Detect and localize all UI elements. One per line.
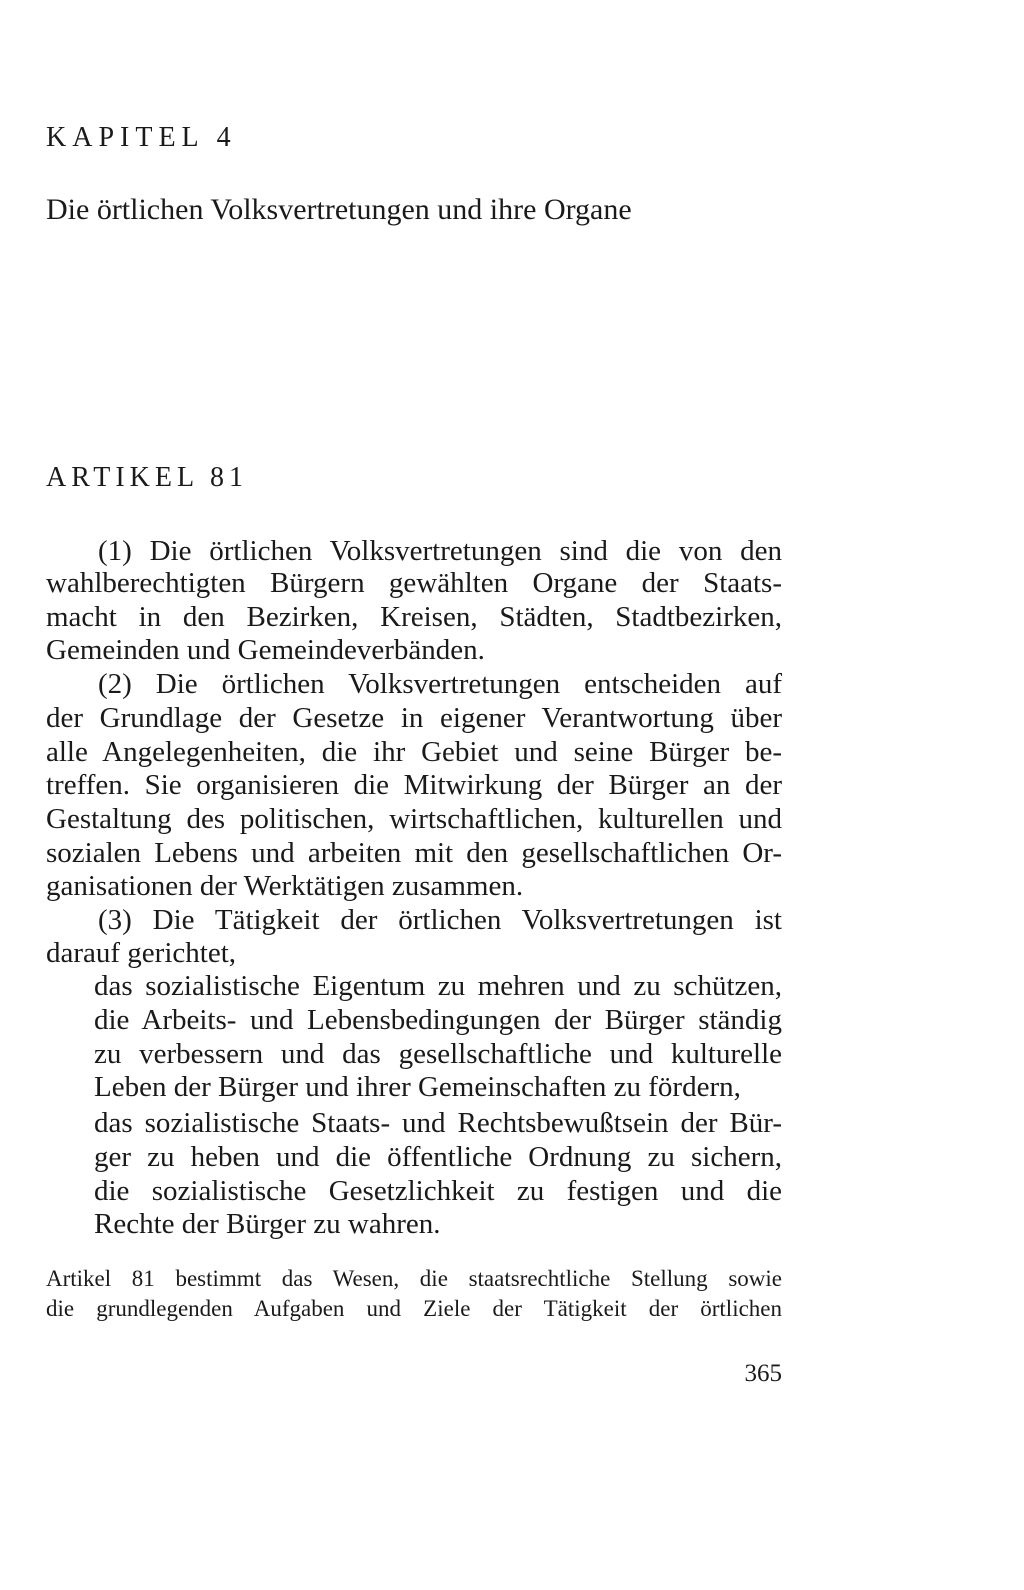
article-line: wahlberechtigten Bürgern gewählten Organe der Staats- [46, 567, 782, 599]
page-number: 365 [744, 1360, 782, 1387]
commentary-line: Artikel 81 bestimmt das Wesen, die staatsrechtliche Stellung sowie [46, 1266, 782, 1291]
article-line: Gestaltung des politischen, wirtschaftlichen, kulturellen und [46, 803, 782, 835]
commentary-line: die grundlegenden Aufgaben und Ziele der Tätigkeit der örtlichen [46, 1296, 782, 1321]
article-line: zu verbessern und das gesellschaftliche und kulturelle [94, 1038, 782, 1070]
article-line: Rechte der Bürger zu wahren. [94, 1208, 441, 1240]
article-line: (1) Die örtlichen Volksvertretungen sind die von den [98, 535, 782, 567]
article-line: ganisationen der Werktätigen zusammen. [46, 870, 524, 902]
article-line: ger zu heben und die öffentliche Ordnung zu sichern, [94, 1141, 782, 1173]
article-line: darauf gerichtet, [46, 937, 237, 969]
article-label: ARTIKEL 81 [46, 462, 249, 493]
article-line: das sozialistische Eigentum zu mehren und zu schützen, [94, 970, 782, 1002]
article-line: das sozialistische Staats- und Rechtsbewußtsein der Bür- [94, 1107, 782, 1139]
article-line: die Arbeits- und Lebensbedingungen der Bürger ständig [94, 1004, 782, 1036]
article-line: alle Angelegenheiten, die ihr Gebiet und seine Bürger be- [46, 736, 782, 768]
chapter-label: KAPITEL 4 [46, 122, 237, 153]
article-line: sozialen Lebens und arbeiten mit den gesellschaftlichen Or- [46, 837, 782, 869]
article-line: der Grundlage der Gesetze in eigener Verantwortung über [46, 702, 782, 734]
chapter-title: Die örtlichen Volksvertretungen und ihre Organe [46, 193, 632, 226]
article-line: (2) Die örtlichen Volksvertretungen entscheiden auf [98, 668, 782, 700]
article-line: (3) Die Tätigkeit der örtlichen Volksvertretungen ist [98, 904, 782, 936]
article-line: Leben der Bürger und ihrer Gemeinschaften zu fördern, [94, 1071, 741, 1103]
article-line: treffen. Sie organisieren die Mitwirkung der Bürger an der [46, 769, 782, 801]
article-line: Gemeinden und Gemeindeverbänden. [46, 634, 485, 666]
article-line: macht in den Bezirken, Kreisen, Städten, Stadtbezirken, [46, 601, 782, 633]
article-line: die sozialistische Gesetzlichkeit zu festigen und die [94, 1175, 782, 1207]
